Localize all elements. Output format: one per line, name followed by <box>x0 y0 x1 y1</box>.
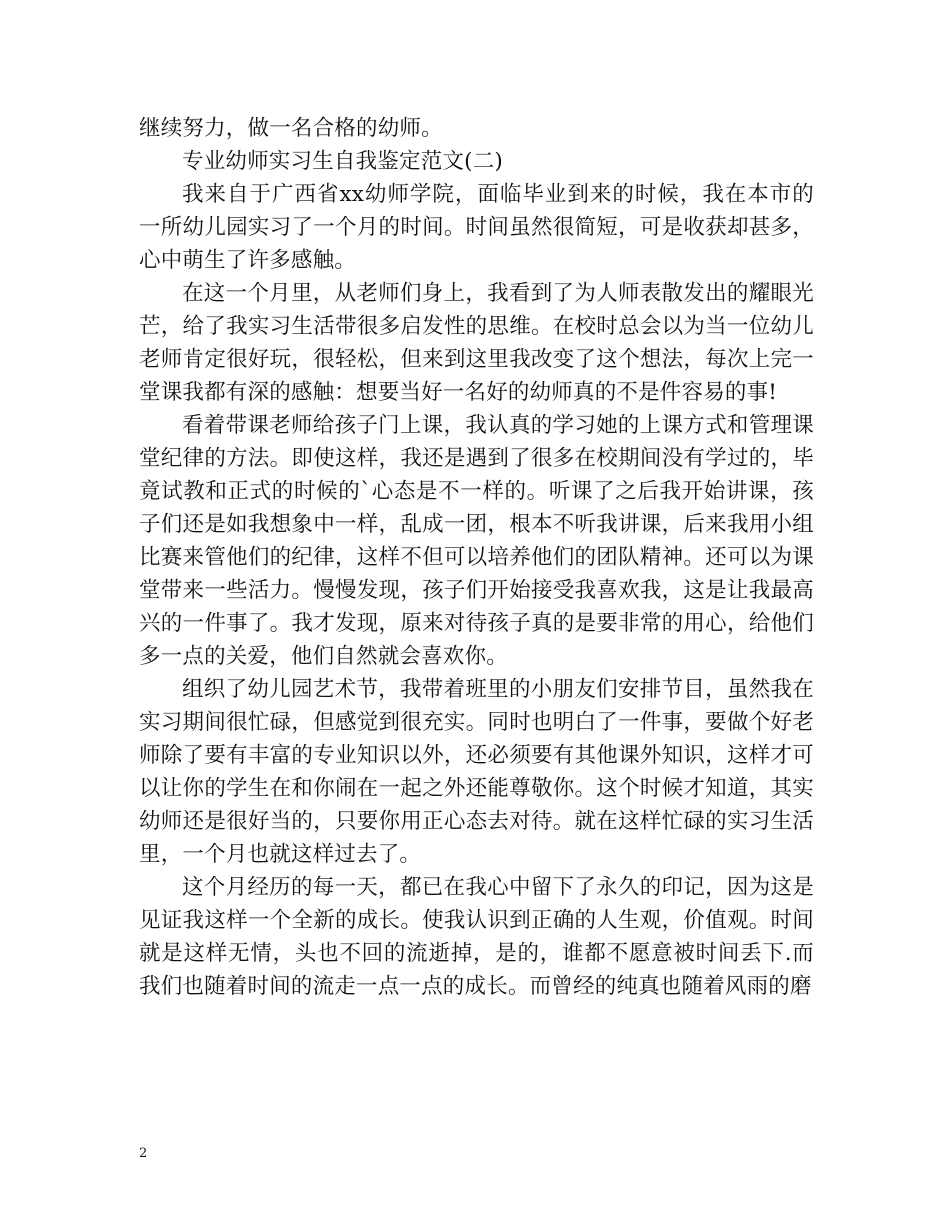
document-body <box>139 112 814 1003</box>
paragraph-6: 这个月经历的每一天，都已在我心中留下了永久的印记，因为这是见证我这样一个全新的成长。使我认识到正确的人生观，价值观。时间就是这样无情，头也不回的流逝掉，是的，谁都不愿意被时间丢下.而我们也随着时间的流走一点一点的成长。而曾经的纯真也随着风雨的磨 <box>139 875 814 999</box>
paragraph-4: 看着带课老师给孩子门上课，我认真的学习她的上课方式和管理课堂纪律的方法。即使这样，我还是遇到了很多在校期间没有学过的，毕竟试教和正式的时候的`心态是不一样的。听课了之后我开始讲课，孩子们还是如我想象中一样，乱成一团，根本不听我讲课，后来我用小组比赛来管他们的纪律，这样不但可以培养他们的团队精神。还可以为课堂带来一些活力。慢慢发现，孩子们开始接受我喜欢我，这是让我最高兴的一件事了。我才发现，原来对待孩子真的是要非常的用心，给他们多一点的关爱，他们自然就会喜欢你。 <box>139 413 814 669</box>
section-heading: 专业幼师实习生自我鉴定范文(二) <box>182 149 503 174</box>
paragraph-5: 组织了幼儿园艺术节，我带着班里的小朋友们安排节目，虽然我在实习期间很忙碌，但感觉到很充实。同时也明白了一件事，要做个好老师除了要有丰富的专业知识以外，还必须要有其他课外知识，这样才可以让你的学生在和你闹在一起之外还能尊敬你。这个时候才知道，其实幼师还是很好当的，只要你用正心态去对待。就在这样忙碌的实习生活里，一个月也就这样过去了。 <box>139 677 814 867</box>
paragraph-1: 继续努力，做一名合格的幼师。 <box>139 116 443 141</box>
paragraph-2: 我来自于广西省xx幼师学院，面临毕业到来的时候，我在本市的一所幼儿园实习了一个月的时间。时间虽然很简短，可是收获却甚多，心中萌生了许多感触。 <box>139 182 814 273</box>
page-number: 2 <box>139 1146 148 1161</box>
paragraph-3: 在这一个月里，从老师们身上，我看到了为人师表散发出的耀眼光芒，给了我实习生活带很多启发性的思维。在校时总会以为当一位幼儿老师肯定很好玩，很轻松，但来到这里我改变了这个想法，每次上完一堂课我都有深的感触：想要当好一名好的幼师真的不是件容易的事! <box>139 281 814 405</box>
